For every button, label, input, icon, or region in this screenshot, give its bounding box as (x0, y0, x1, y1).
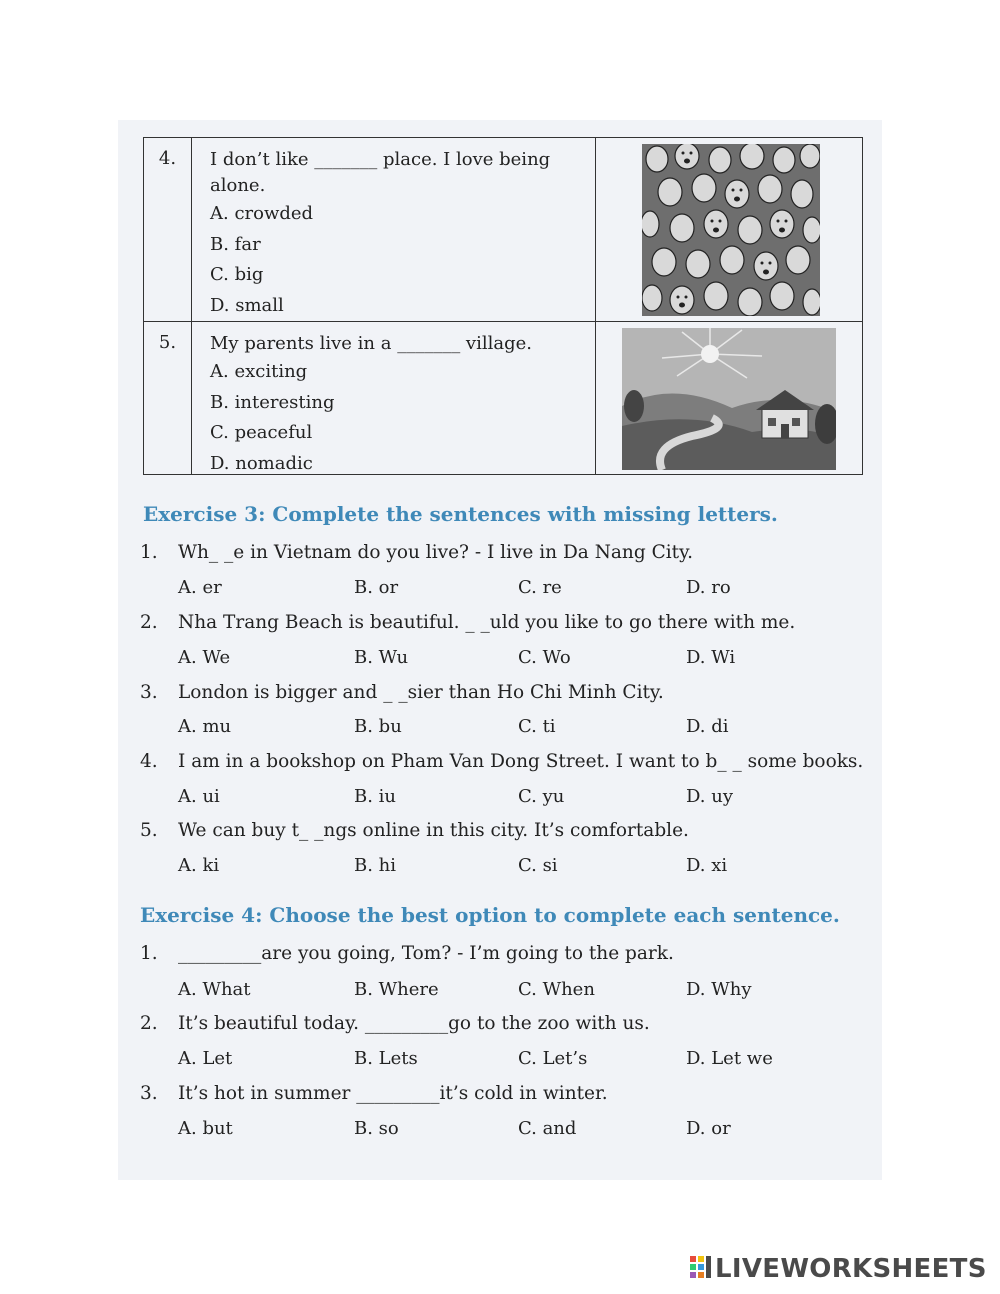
question-table (143, 137, 863, 475)
question (140, 943, 674, 964)
answer-option[interactable]: B. far (210, 233, 261, 255)
answer-option[interactable]: C. When (518, 979, 595, 1000)
answer-option[interactable]: D. nomadic (210, 452, 313, 474)
answer-option[interactable]: D. ro (686, 577, 731, 598)
answer-option[interactable]: C. peaceful (210, 422, 313, 443)
answer-option[interactable]: A. We (178, 647, 231, 668)
answer-option[interactable]: C. si (518, 855, 558, 876)
question-number: 2. (140, 612, 158, 633)
options-row (178, 1048, 878, 1074)
answer-option[interactable]: A. mu (178, 716, 232, 737)
answer-option[interactable]: A. What (178, 979, 251, 1000)
logo-icon (690, 1256, 712, 1280)
answer-option[interactable]: B. interesting (210, 391, 335, 413)
question-text: I am in a bookshop on Pham Van Dong Street. I want to b_ _ some books. (178, 751, 864, 772)
answer-option[interactable]: D. xi (686, 855, 728, 876)
table-row (144, 322, 862, 474)
answer-option[interactable]: C. yu (518, 786, 565, 807)
question-number: 3. (140, 682, 158, 703)
question (140, 612, 795, 633)
logo-text: LIVEWORKSHEETS (715, 1254, 987, 1284)
answer-option[interactable]: A. crowded (210, 203, 314, 224)
options-row (178, 786, 878, 812)
answer-option[interactable]: D. Wi (686, 647, 736, 668)
options-row (178, 1118, 878, 1144)
crowd-picture (642, 144, 820, 316)
options-row (178, 716, 878, 742)
question-text: Wh_ _e in Vietnam do you live? - I live in Da Nang City. (178, 542, 693, 563)
options-row (178, 577, 878, 603)
question-text: We can buy t_ _ngs online in this city. It’s comfortable. (178, 820, 689, 841)
exercise-3-title: Exercise 3: Complete the sentences with missing letters. (143, 502, 778, 526)
question-number: 4. (144, 138, 192, 321)
question-number: 1. (140, 943, 158, 964)
answer-option[interactable]: B. Lets (354, 1048, 418, 1069)
options-row (178, 979, 878, 1005)
answer-option[interactable]: D. di (686, 716, 729, 737)
answer-option[interactable]: C. ti (518, 716, 556, 737)
answer-option[interactable]: A. exciting (210, 361, 308, 382)
answer-option[interactable]: A. er (178, 577, 222, 598)
table-row (144, 138, 862, 322)
image-cell (596, 322, 862, 474)
countryside-picture (622, 328, 836, 470)
question-text: I don’t like _______ place. I love being (210, 149, 551, 170)
question (140, 682, 664, 703)
question (140, 1083, 608, 1104)
answer-option[interactable]: B. so (354, 1118, 399, 1139)
liveworksheets-logo[interactable] (690, 1254, 987, 1288)
question-text: Nha Trang Beach is beautiful. _ _uld you like to go there with me. (178, 612, 796, 633)
answer-option[interactable]: D. uy (686, 786, 733, 807)
answer-option[interactable]: C. re (518, 577, 562, 598)
answer-option[interactable]: B. Where (354, 979, 439, 1000)
question-text: London is bigger and _ _sier than Ho Chi Minh City. (178, 682, 664, 703)
question-cell (192, 138, 596, 321)
question-text: It’s hot in summer _________it’s cold in winter. (178, 1083, 608, 1104)
answer-option[interactable]: C. and (518, 1118, 577, 1139)
answer-option[interactable]: D. small (210, 294, 284, 316)
answer-option[interactable]: B. or (354, 577, 399, 598)
answer-option[interactable]: C. Wo (518, 647, 571, 668)
question (140, 542, 693, 563)
answer-option[interactable]: C. big (210, 264, 264, 285)
answer-option[interactable]: D. or (686, 1118, 731, 1139)
question-text: alone. (210, 175, 266, 196)
question (140, 751, 863, 772)
answer-option[interactable]: D. Let we (686, 1048, 773, 1069)
answer-option[interactable]: B. hi (354, 855, 397, 876)
answer-option[interactable]: A. ki (178, 855, 220, 876)
question-number: 2. (140, 1013, 158, 1034)
exercise-4-title: Exercise 4: Choose the best option to complete each sentence. (140, 903, 840, 927)
answer-option[interactable]: D. Why (686, 979, 752, 1000)
answer-option[interactable]: C. Let’s (518, 1048, 588, 1069)
answer-option[interactable]: B. iu (354, 786, 397, 807)
question-number: 3. (140, 1083, 158, 1104)
question-number: 5. (144, 322, 192, 474)
question-number: 5. (140, 820, 158, 841)
answer-option[interactable]: A. Let (178, 1048, 233, 1069)
question-number: 4. (140, 751, 158, 772)
answer-option[interactable]: B. bu (354, 716, 402, 737)
question-text: My parents live in a _______ village. (210, 333, 532, 354)
question-text: _________are you going, Tom? - I’m going to the park. (178, 943, 674, 964)
answer-option[interactable]: A. ui (178, 786, 220, 807)
options-row (178, 855, 878, 881)
options-row (178, 647, 878, 673)
question (140, 1013, 650, 1034)
answer-option[interactable]: B. Wu (354, 647, 409, 668)
question-text: It’s beautiful today. _________go to the zoo with us. (178, 1013, 650, 1034)
question-number: 1. (140, 542, 158, 563)
answer-option[interactable]: A. but (178, 1118, 233, 1139)
question-cell (192, 322, 596, 474)
question (140, 820, 689, 841)
image-cell (596, 138, 862, 321)
